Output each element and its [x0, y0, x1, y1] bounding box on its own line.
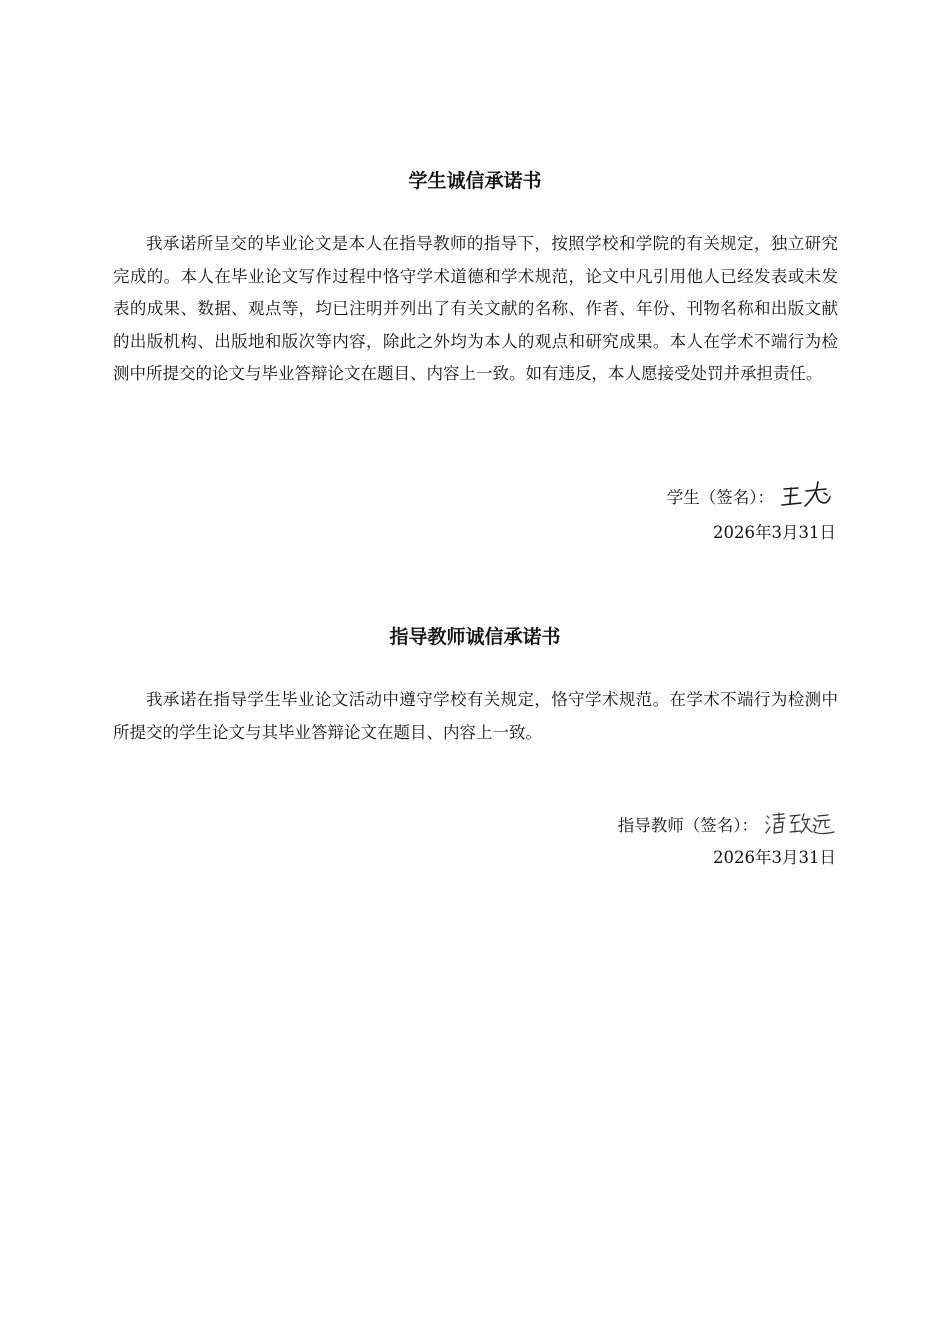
advisor-handwritten-signature — [764, 810, 836, 838]
advisor-signature-row — [618, 810, 836, 838]
advisor-pledge-title: 指导教师诚信承诺书 — [389, 626, 561, 648]
student-signature-date: 2026年3月31日 — [713, 523, 836, 542]
advisor-signature-date: 2026年3月31日 — [713, 848, 836, 867]
advisor-signature-label: 指导教师（签名）： — [617, 816, 758, 835]
student-pledge-body: 我承诺所呈交的毕业论文是本人在指导教师的指导下，按照学校和学院的有关规定，独立研究完成的。本人在毕业论文写作过程中恪守学术道德和学术规范，论文中凡引用他人已经发表或未发表的成果、数据、观点等，均已注明并列出了有关文献的名称、作者、年份、刊物名称和出版文献的出版机构、出版地和版次等内容，除此之外均为本人的观点和研究成果。本人在学术不端行为检测中所提交的论文与毕业答辩论文在题目、内容上一致。如有违反，本人愿接受处罚并承担责任。 — [113, 234, 838, 383]
student-signature-row — [667, 480, 836, 510]
student-pledge-title: 学生诚信承诺书 — [408, 170, 542, 192]
advisor-pledge-body: 我承诺在指导学生毕业论文活动中遵守学校有关规定，恪守学术规范。在学术不端行为检测中所提交的学生论文与其毕业答辩论文在题目、内容上一致。 — [113, 690, 838, 742]
student-handwritten-signature — [780, 480, 836, 510]
student-signature-label: 学生（签名）： — [666, 488, 774, 507]
